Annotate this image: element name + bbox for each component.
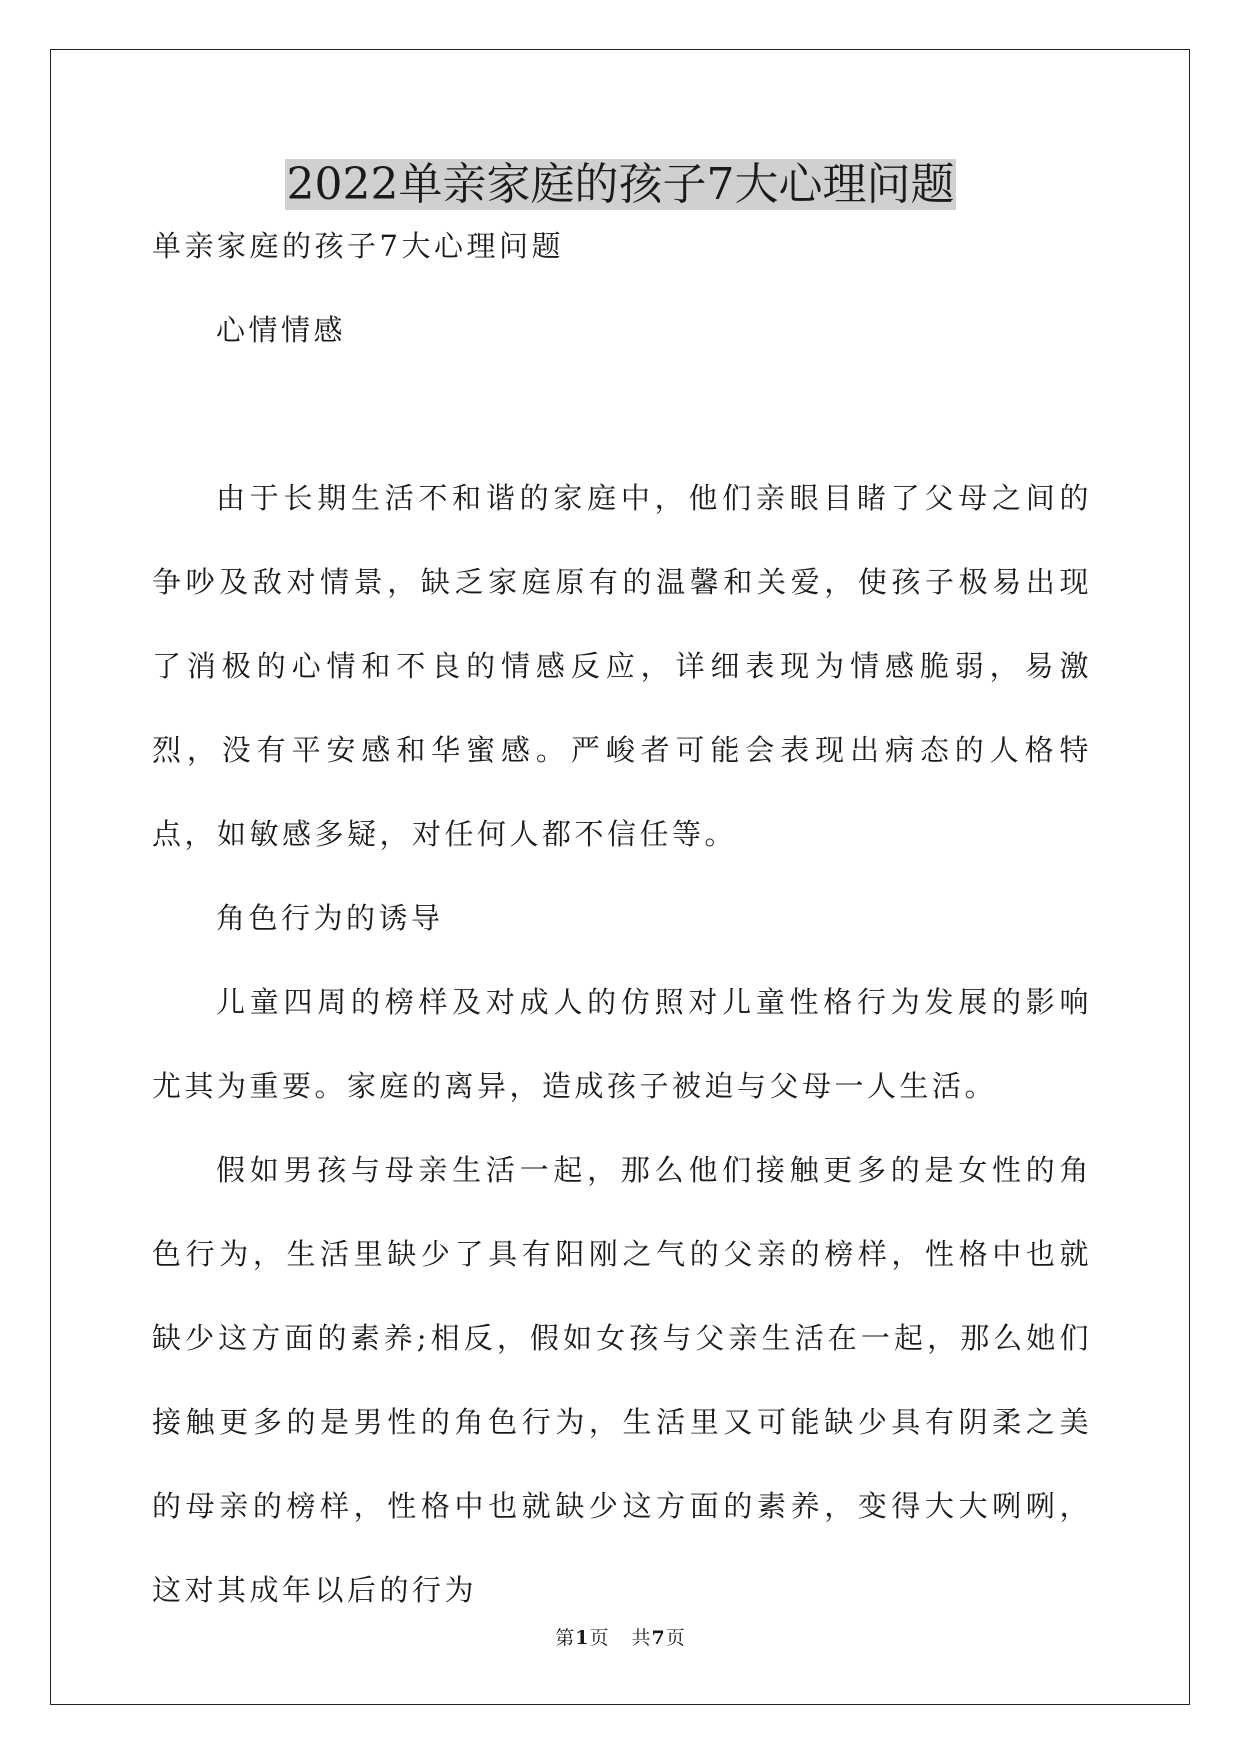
section-heading: 心情情感 — [216, 313, 347, 347]
footer-page-number: 1 — [575, 1627, 590, 1649]
body-paragraph: 由于长期生活不和谐的家庭中，他们亲眼目睹了父母之间的争吵及敌对情景，缺乏家庭原有的温馨和关爱，使孩子极易出现了消极的心情和不良的情感反应，详细表现为情感脆弱，易激烈，没有平安感和华蜜感。严峻者可能会表现出病态的人格特点，如敏感多疑，对任何人都不信任等。 — [152, 481, 1092, 851]
document-title-text: 2022单亲家庭的孩子7大心理问题 — [286, 159, 955, 210]
page-footer — [0, 1623, 1241, 1650]
footer-page-prefix: 第 — [555, 1627, 576, 1649]
blank-line — [152, 372, 1092, 456]
footer-total-suffix: 页 — [665, 1627, 686, 1649]
footer-total-prefix: 共 — [631, 1627, 652, 1649]
section-heading: 角色行为的诱导 — [216, 901, 444, 935]
document-subtitle: 单亲家庭的孩子7大心理问题 — [152, 229, 564, 263]
body-paragraph: 假如男孩与母亲生活一起，那么他们接触更多的是女性的角色行为，生活里缺少了具有阳刚之气的父亲的榜样，性格中也就缺少这方面的素养;相反，假如女孩与父亲生活在一起，那么她们接触更多的是男性的角色行为，生活里又可能缺少具有阴柔之美的母亲的榜样，性格中也就缺少这方面的素养，变得大大咧咧，这对其成年以后的行为 — [152, 1153, 1092, 1607]
footer-page-suffix: 页 — [589, 1627, 610, 1649]
footer-total-pages: 7 — [651, 1627, 666, 1649]
body-paragraph: 儿童四周的榜样及对成人的仿照对儿童性格行为发展的影响尤其为重要。家庭的离异，造成孩子被迫与父母一人生活。 — [152, 985, 1092, 1103]
document-body — [152, 204, 1092, 1632]
